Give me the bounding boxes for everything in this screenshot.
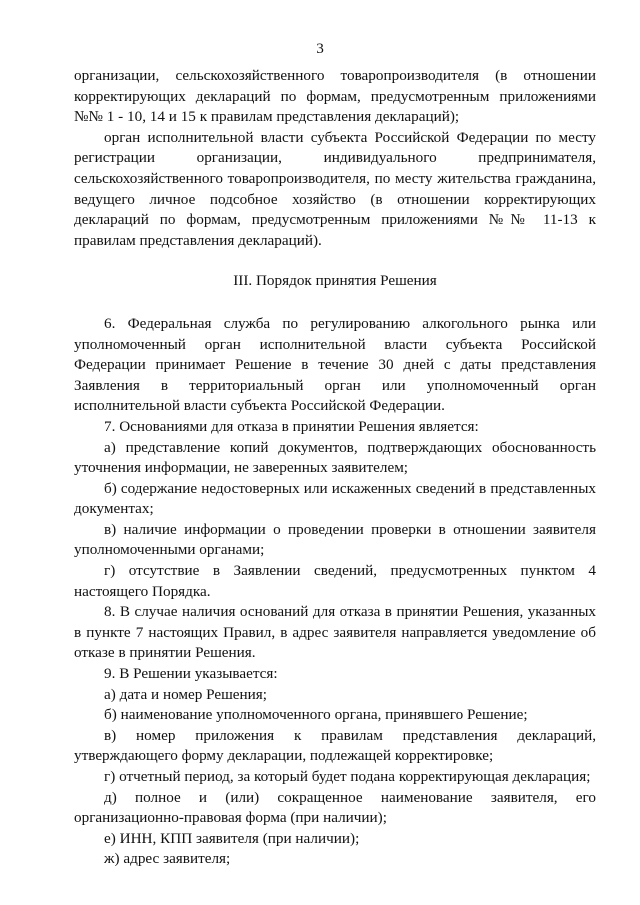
document-body [74, 66, 596, 870]
text-line: орган исполнительной власти субъекта Российской Федерации по месту [104, 128, 596, 146]
text-line: ведущего личное подсобное хозяйство (в отношении корректирующих [74, 190, 596, 208]
text-line: 9. В Решении указывается: [104, 665, 278, 683]
text-line: 7. Основаниями для отказа в принятии Решения является: [104, 417, 479, 435]
text-line: б) наименование уполномоченного органа, принявшего Решение; [104, 706, 528, 724]
text-line: г) отчетный период, за который будет подана корректирующая декларация; [104, 768, 591, 785]
text-line: утверждающего форму декларации, подлежащей корректировке; [74, 747, 494, 765]
paragraph-7a [74, 438, 596, 479]
paragraph-7b [74, 479, 596, 520]
text-line: уполномоченный орган исполнительной власти субъекта Российской [74, 335, 596, 353]
text-line: настоящего Порядка. [74, 582, 211, 600]
text-line: регистрации организации, индивидуального предпринимателя, [74, 149, 596, 167]
text-line: 8. В случае наличия оснований для отказа в принятии Решения, указанных [104, 603, 596, 621]
paragraph-9g [74, 767, 596, 788]
text-line: уточнения информации, не заверенных заявителем; [74, 459, 409, 477]
text-line: 6. Федеральная служба по регулированию алкогольного рынка или [104, 314, 596, 332]
paragraph-9d [74, 788, 596, 829]
page-number: 3 [316, 40, 324, 57]
paragraph-9b [74, 705, 596, 726]
text-line: а) представление копий документов, подтверждающих обоснованность [104, 438, 596, 456]
paragraph-9zh [74, 849, 596, 870]
paragraph-7 [74, 417, 596, 438]
text-line: е) ИНН, КПП заявителя (при наличии); [104, 829, 360, 847]
paragraph-9v [74, 726, 596, 767]
text-line: организационно-правовая форма (при наличии); [74, 809, 387, 827]
paragraph-9 [74, 664, 596, 685]
paragraph-8 [74, 602, 596, 664]
paragraph-7g [74, 561, 596, 602]
text-line: №№ 1 - 10, 14 и 15 к правилам представления деклараций); [74, 108, 460, 126]
text-line: сельскохозяйственного товаропроизводителя, по месту жительства гражданина, [74, 169, 596, 187]
text-line: ж) адрес заявителя; [104, 850, 231, 868]
paragraph-9e [74, 829, 596, 850]
text-line: деклараций по формам, предусмотренным приложениями №№ 11-13 к [74, 211, 596, 229]
text-line: в) наличие информации о проведении проверки в отношении заявителя [104, 520, 596, 538]
text-line: в) номер приложения к правилам представления деклараций, [104, 726, 596, 744]
paragraph-9a [74, 685, 596, 706]
text-line: организации, сельскохозяйственного товаропроизводителя (в отношении [74, 67, 596, 84]
text-line: в пункте 7 настоящих Правил, в адрес заявителя направляется уведомление об [74, 623, 596, 641]
text-line: д) полное и (или) сокращенное наименование заявителя, его [104, 788, 596, 806]
paragraph-continuation [74, 66, 596, 128]
text-line: Заявления в территориальный орган или уполномоченный орган [74, 376, 596, 394]
text-line: отказе в принятии Решения. [74, 644, 256, 662]
text-line: корректирующих деклараций по формам, предусмотренным приложениями [74, 87, 596, 105]
paragraph-6 [74, 314, 596, 417]
text-line: г) отсутствие в Заявлении сведений, предусмотренных пунктом 4 [104, 562, 596, 580]
paragraph-organ [74, 128, 596, 252]
text-line: уполномоченными органами; [74, 541, 265, 559]
paragraph-7v [74, 520, 596, 561]
section-heading: III. Порядок принятия Решения [233, 272, 437, 290]
text-line: Федерации принимает Решение в течение 30 дней с даты представления [74, 356, 596, 374]
text-line: б) содержание недостоверных или искаженных сведений в представленных [104, 479, 596, 497]
text-line: а) дата и номер Решения; [104, 685, 268, 703]
text-line: документах; [74, 500, 154, 518]
text-line: правилам представления деклараций). [74, 231, 322, 249]
text-line: исполнительной власти субъекта Российской Федерации. [74, 397, 445, 415]
